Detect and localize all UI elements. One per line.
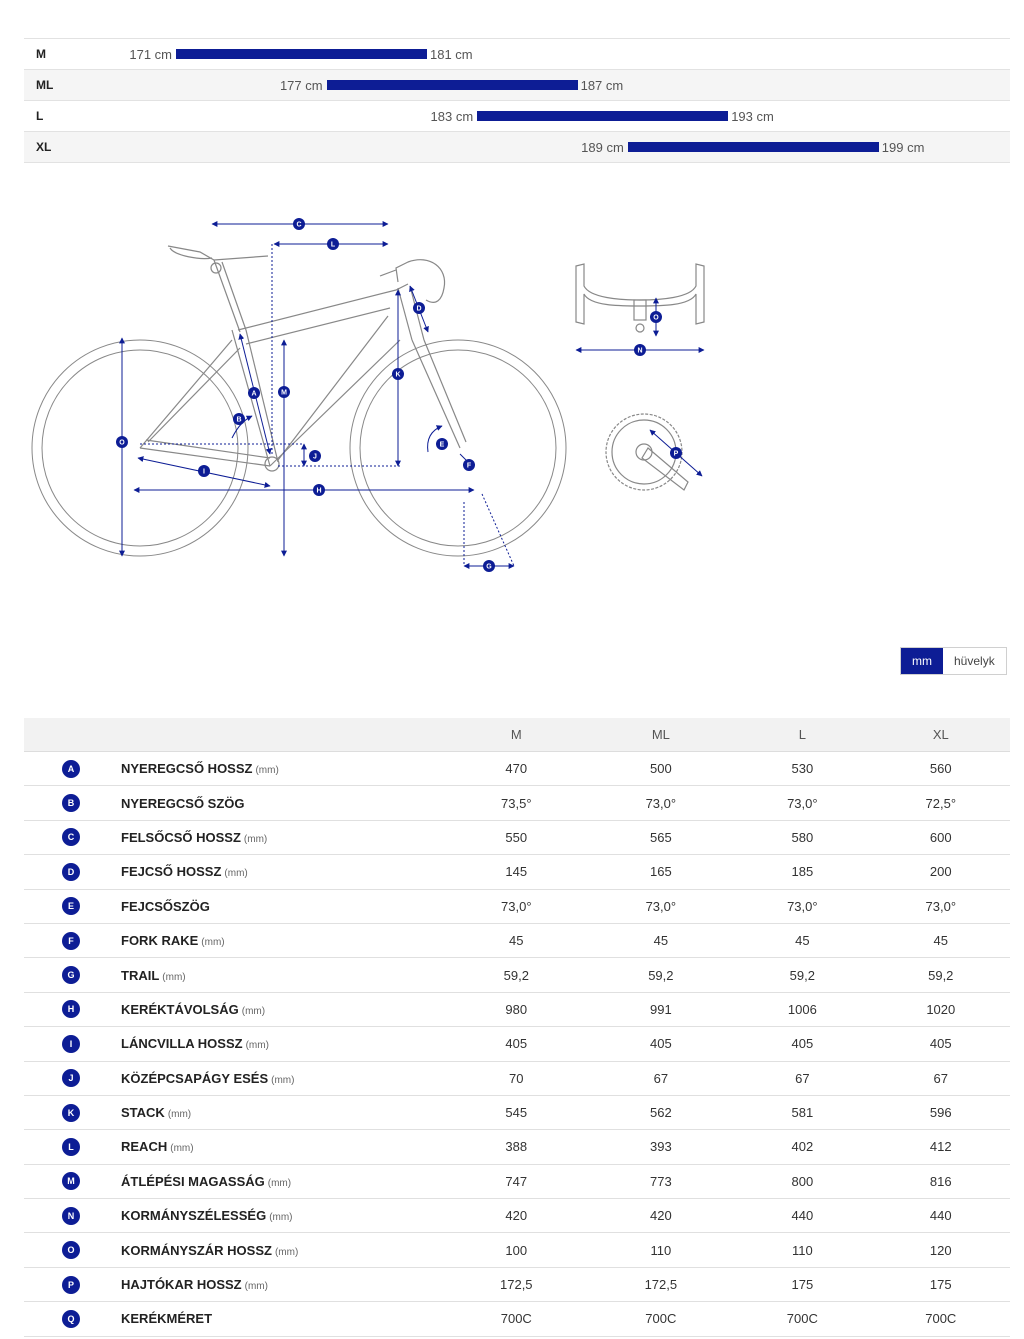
badge-cell <box>24 889 120 923</box>
badge-cell <box>24 1130 120 1164</box>
bike-geometry-diagram <box>0 190 760 590</box>
parameter-label-cell <box>120 1199 444 1233</box>
value-cell: 73,0° <box>733 786 871 820</box>
parameter-name: LÁNCVILLA HOSSZ <box>121 1036 243 1052</box>
parameter-name: KÖZÉPCSAPÁGY ESÉS <box>121 1070 269 1086</box>
value-cell: 110 <box>733 1233 871 1267</box>
parameter-name: KERÉKTÁVOLSÁG <box>121 1001 239 1017</box>
table-row <box>24 855 1010 889</box>
value-cell: 700C <box>589 1302 734 1336</box>
badge-cell <box>24 1199 120 1233</box>
marker-label: P <box>673 450 679 458</box>
value-cell: 560 <box>872 752 1010 786</box>
value-cell: 550 <box>444 820 589 854</box>
badge-cell <box>24 752 120 786</box>
parameter-label-cell <box>120 1302 444 1336</box>
marker-label: E <box>439 441 445 449</box>
table-row <box>24 1130 1010 1164</box>
parameter-badge: G <box>62 966 80 984</box>
parameter-unit: (mm) <box>241 1005 266 1017</box>
table-row <box>24 958 1010 992</box>
size-row-xl <box>24 132 1010 163</box>
badge-cell <box>24 1267 120 1301</box>
size-name: ML <box>36 78 54 92</box>
marker-e <box>436 438 448 450</box>
table-row <box>24 752 1010 786</box>
parameter-unit: (mm) <box>167 1109 192 1121</box>
parameter-badge: D <box>62 863 80 881</box>
value-cell: 440 <box>872 1199 1010 1233</box>
marker-j <box>309 450 321 462</box>
table-row <box>24 889 1010 923</box>
value-cell: 45 <box>872 923 1010 957</box>
value-cell: 402 <box>733 1130 871 1164</box>
value-cell: 172,5 <box>444 1267 589 1301</box>
range-bar <box>477 111 728 121</box>
badge-cell <box>24 1233 120 1267</box>
value-cell: 800 <box>733 1164 871 1198</box>
parameter-label-cell <box>120 820 444 854</box>
marker-label: D <box>416 305 422 313</box>
parameter-unit: (mm) <box>267 1177 292 1189</box>
parameter-badge: Q <box>62 1310 80 1328</box>
marker-b <box>233 413 245 425</box>
value-cell: 45 <box>444 923 589 957</box>
header-size-l: L <box>733 718 871 752</box>
parameter-label-cell <box>120 1027 444 1061</box>
marker-i <box>198 465 210 477</box>
parameter-unit: (mm) <box>244 1281 268 1293</box>
parameter-badge: I <box>62 1035 80 1053</box>
parameter-label-cell <box>120 1130 444 1164</box>
marker-l <box>327 238 339 250</box>
marker-f <box>463 459 475 471</box>
value-cell: 700C <box>733 1302 871 1336</box>
value-cell: 73,0° <box>444 889 589 923</box>
parameter-label-cell <box>120 923 444 957</box>
size-row-l <box>24 101 1010 132</box>
value-cell: 991 <box>589 992 734 1026</box>
table-row <box>24 820 1010 854</box>
parameter-label-cell <box>120 1095 444 1129</box>
value-cell: 545 <box>444 1095 589 1129</box>
parameter-label-cell <box>120 1233 444 1267</box>
marker-label: K <box>395 371 401 379</box>
value-cell: 405 <box>733 1027 871 1061</box>
marker-label: F <box>466 462 472 470</box>
rider-height-size-chart <box>24 38 1010 163</box>
marker-c <box>293 218 305 230</box>
parameter-name: KORMÁNYSZÁR HOSSZ <box>121 1242 272 1258</box>
table-row <box>24 1302 1010 1336</box>
range-max: 187 cm <box>580 78 624 93</box>
unit-toggle <box>900 647 1007 675</box>
value-cell: 700C <box>872 1302 1010 1336</box>
parameter-badge: K <box>62 1104 80 1122</box>
badge-cell <box>24 923 120 957</box>
value-cell: 67 <box>589 1061 734 1095</box>
parameter-unit: (mm) <box>201 937 225 949</box>
unit-mm-button[interactable]: mm <box>901 648 943 674</box>
parameter-badge: L <box>62 1138 80 1156</box>
value-cell: 73,0° <box>589 786 734 820</box>
size-row-ml <box>24 70 1010 101</box>
value-cell: 45 <box>733 923 871 957</box>
parameter-unit: (mm) <box>255 765 279 777</box>
badge-cell <box>24 958 120 992</box>
marker-label: A <box>251 390 257 398</box>
parameter-name: FELSŐCSŐ HOSSZ <box>121 829 241 845</box>
header-size-xl: XL <box>872 718 1010 752</box>
value-cell: 470 <box>444 752 589 786</box>
parameter-label-cell <box>120 752 444 786</box>
table-row <box>24 1164 1010 1198</box>
value-cell: 175 <box>733 1267 871 1301</box>
value-cell: 600 <box>872 820 1010 854</box>
value-cell: 70 <box>444 1061 589 1095</box>
parameter-unit: (mm) <box>170 1143 194 1155</box>
value-cell: 816 <box>872 1164 1010 1198</box>
value-cell: 45 <box>589 923 734 957</box>
badge-cell <box>24 1061 120 1095</box>
marker-g <box>483 560 495 572</box>
value-cell: 73,0° <box>733 889 871 923</box>
parameter-badge: H <box>62 1000 80 1018</box>
marker-k <box>392 368 404 380</box>
parameter-badge: E <box>62 897 80 915</box>
range-min: 171 cm <box>129 47 172 62</box>
badge-cell <box>24 992 120 1026</box>
size-name: M <box>36 47 46 61</box>
geometry-table <box>24 718 1010 1337</box>
value-cell: 420 <box>589 1199 734 1233</box>
table-row <box>24 1267 1010 1301</box>
badge-cell <box>24 1302 120 1336</box>
parameter-name: REACH <box>121 1139 168 1155</box>
marker-o-frame <box>116 436 128 448</box>
value-cell: 562 <box>589 1095 734 1129</box>
parameter-unit: (mm) <box>224 868 248 880</box>
value-cell: 59,2 <box>589 958 734 992</box>
marker-m <box>278 386 290 398</box>
parameter-label-cell <box>120 1164 444 1198</box>
parameter-name: STACK <box>121 1105 165 1121</box>
value-cell: 773 <box>589 1164 734 1198</box>
marker-d <box>413 302 425 314</box>
range-min: 183 cm <box>430 109 474 124</box>
parameter-name: FEJCSŐ HOSSZ <box>121 864 222 880</box>
value-cell: 580 <box>733 820 871 854</box>
parameter-name: NYEREGCSŐ SZÖG <box>121 795 245 811</box>
size-row-m <box>24 38 1010 70</box>
value-cell: 100 <box>444 1233 589 1267</box>
badge-cell <box>24 855 120 889</box>
marker-label: B <box>236 416 242 424</box>
value-cell: 388 <box>444 1130 589 1164</box>
range-bar <box>628 142 879 152</box>
table-row <box>24 923 1010 957</box>
value-cell: 500 <box>589 752 734 786</box>
header-size-ml: ML <box>589 718 734 752</box>
geometry-table-body <box>24 752 1010 1337</box>
value-cell: 165 <box>589 855 734 889</box>
table-row <box>24 1233 1010 1267</box>
value-cell: 67 <box>872 1061 1010 1095</box>
value-cell: 747 <box>444 1164 589 1198</box>
value-cell: 67 <box>733 1061 871 1095</box>
value-cell: 175 <box>872 1267 1010 1301</box>
value-cell: 120 <box>872 1233 1010 1267</box>
value-cell: 440 <box>733 1199 871 1233</box>
parameter-name: NYEREGCSŐ HOSSZ <box>121 761 253 777</box>
range-min: 177 cm <box>279 78 323 93</box>
value-cell: 59,2 <box>733 958 871 992</box>
range-min: 189 cm <box>581 140 624 155</box>
front-wheel <box>350 340 566 556</box>
value-cell: 420 <box>444 1199 589 1233</box>
value-cell: 980 <box>444 992 589 1026</box>
marker-n <box>634 344 646 356</box>
unit-inch-button[interactable]: hüvelyk <box>943 648 1006 674</box>
parameter-badge: N <box>62 1207 80 1225</box>
parameter-badge: O <box>62 1241 80 1259</box>
value-cell: 412 <box>872 1130 1010 1164</box>
table-row <box>24 786 1010 820</box>
range-max: 181 cm <box>430 47 473 62</box>
value-cell: 145 <box>444 855 589 889</box>
value-cell: 110 <box>589 1233 734 1267</box>
range-bar <box>176 49 427 59</box>
value-cell: 393 <box>589 1130 734 1164</box>
value-cell: 172,5 <box>589 1267 734 1301</box>
parameter-name: ÁTLÉPÉSI MAGASSÁG <box>121 1173 265 1189</box>
table-row <box>24 1095 1010 1129</box>
marker-label: C <box>296 221 302 229</box>
parameter-label-cell <box>120 992 444 1026</box>
value-cell: 73,0° <box>589 889 734 923</box>
parameter-unit: (mm) <box>162 971 186 983</box>
value-cell: 1006 <box>733 992 871 1026</box>
handlebar-drawing <box>576 264 704 332</box>
parameter-label-cell <box>120 958 444 992</box>
marker-h <box>313 484 325 496</box>
value-cell: 59,2 <box>872 958 1010 992</box>
range-bar <box>327 80 578 90</box>
header-size-m: M <box>444 718 589 752</box>
table-row <box>24 992 1010 1026</box>
dimension-lines <box>122 221 514 566</box>
marker-label: G <box>486 563 492 571</box>
parameter-badge: C <box>62 828 80 846</box>
marker-label: O <box>119 439 125 447</box>
value-cell: 565 <box>589 820 734 854</box>
parameter-name: TRAIL <box>121 967 160 983</box>
parameter-badge: F <box>62 932 80 950</box>
marker-a <box>248 387 260 399</box>
marker-p <box>670 447 682 459</box>
parameter-name: KERÉKMÉRET <box>121 1311 213 1327</box>
value-cell: 59,2 <box>444 958 589 992</box>
badge-cell <box>24 1164 120 1198</box>
parameter-badge: M <box>62 1172 80 1190</box>
value-cell: 405 <box>444 1027 589 1061</box>
parameter-unit: (mm) <box>271 1074 295 1086</box>
value-cell: 530 <box>733 752 871 786</box>
parameter-name: FORK RAKE <box>121 933 199 949</box>
marker-label: N <box>637 347 643 355</box>
value-cell: 73,5° <box>444 786 589 820</box>
table-row <box>24 1199 1010 1233</box>
table-header-row <box>24 718 1010 752</box>
header-empty <box>24 718 120 752</box>
size-name: XL <box>36 140 52 154</box>
parameter-badge: J <box>62 1069 80 1087</box>
marker-label: L <box>330 241 336 249</box>
value-cell: 200 <box>872 855 1010 889</box>
parameter-label-cell <box>120 1061 444 1095</box>
parameter-badge: B <box>62 794 80 812</box>
parameter-label-cell <box>120 855 444 889</box>
badge-cell <box>24 1095 120 1129</box>
value-cell: 581 <box>733 1095 871 1129</box>
table-row <box>24 1027 1010 1061</box>
badge-cell <box>24 786 120 820</box>
parameter-name: KORMÁNYSZÉLESSÉG <box>121 1208 267 1224</box>
value-cell: 700C <box>444 1302 589 1336</box>
marker-o-stem <box>650 311 662 323</box>
parameter-name: HAJTÓKAR HOSSZ <box>121 1277 242 1293</box>
marker-label: I <box>203 468 205 476</box>
value-cell: 73,0° <box>872 889 1010 923</box>
parameter-badge: A <box>62 760 80 778</box>
parameter-label-cell <box>120 889 444 923</box>
range-max: 193 cm <box>731 109 774 124</box>
value-cell: 185 <box>733 855 871 889</box>
parameter-unit: (mm) <box>245 1040 269 1052</box>
marker-label: H <box>316 487 322 495</box>
badge-cell <box>24 820 120 854</box>
value-cell: 1020 <box>872 992 1010 1026</box>
value-cell: 72,5° <box>872 786 1010 820</box>
value-cell: 405 <box>872 1027 1010 1061</box>
parameter-label-cell <box>120 1267 444 1301</box>
range-max: 199 cm <box>881 140 925 155</box>
parameter-unit: (mm) <box>243 833 268 845</box>
table-row <box>24 1061 1010 1095</box>
value-cell: 405 <box>589 1027 734 1061</box>
parameter-unit: (mm) <box>274 1246 299 1258</box>
parameter-name: FEJCSŐSZÖG <box>121 898 210 914</box>
marker-label: J <box>313 453 317 461</box>
parameter-badge: P <box>62 1276 80 1294</box>
value-cell: 596 <box>872 1095 1010 1129</box>
parameter-label-cell <box>120 786 444 820</box>
header-empty <box>120 718 444 752</box>
badge-cell <box>24 1027 120 1061</box>
size-name: L <box>36 109 44 123</box>
parameter-unit: (mm) <box>269 1212 293 1224</box>
marker-label: M <box>281 389 287 397</box>
marker-label: O <box>653 314 659 322</box>
